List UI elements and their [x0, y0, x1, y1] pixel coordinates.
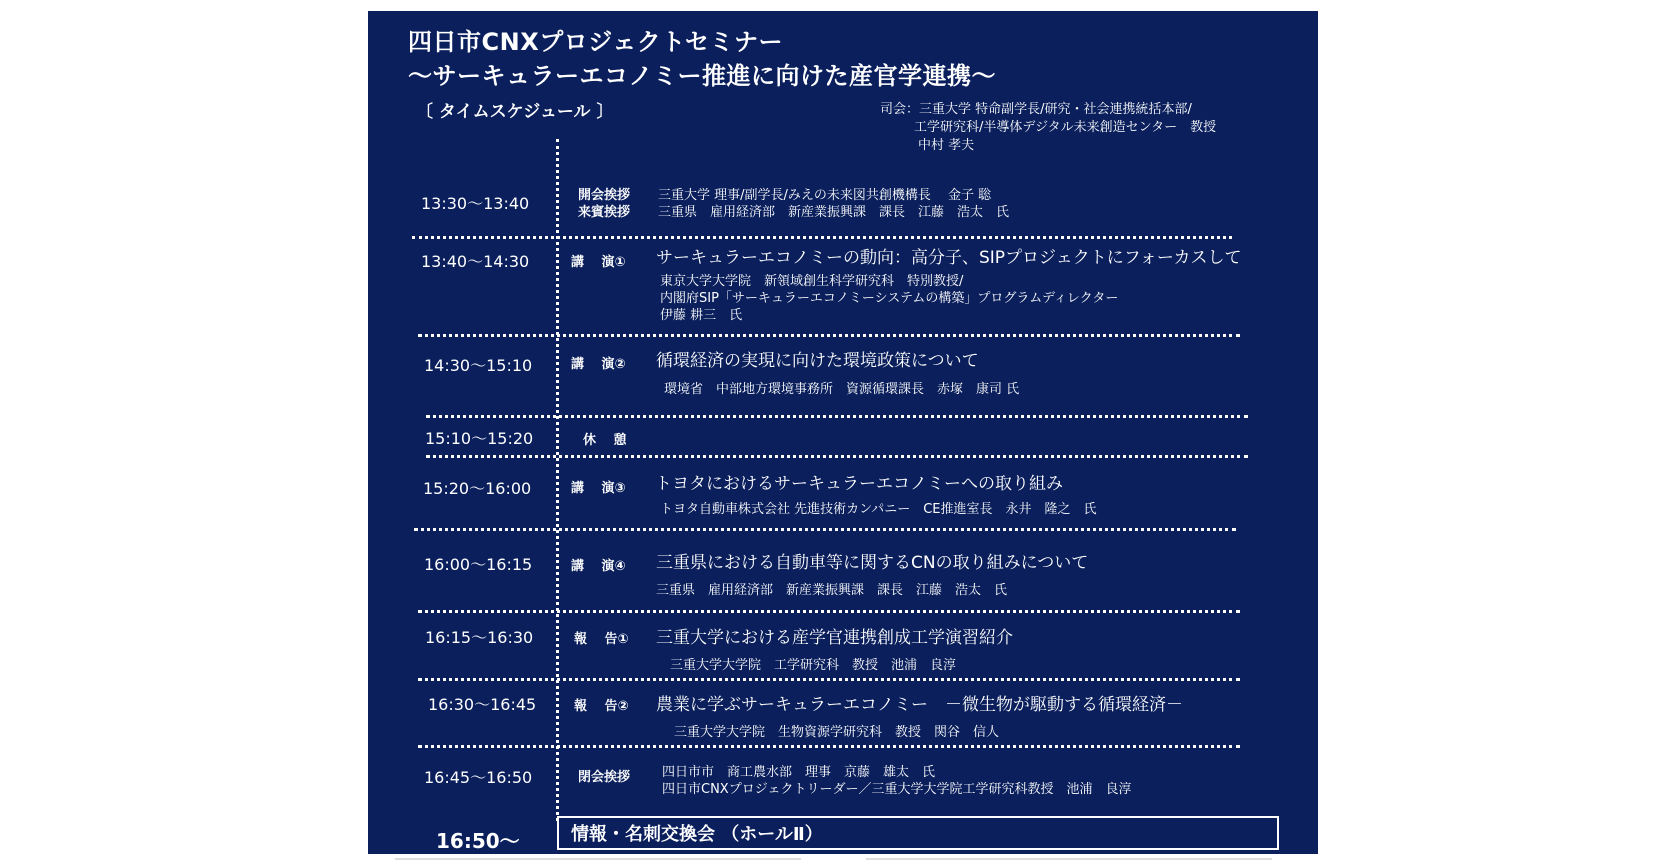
moderator-line-1: 司会：三重大学 特命副学長/研究・社会連携統括本部/ [880, 102, 1192, 117]
row-label: 報 告② [574, 699, 629, 714]
talk-title: トヨタにおけるサーキュラーエコノミーへの取り組み [655, 474, 1063, 494]
label-opening: 開会挨拶 [578, 188, 631, 203]
speaker-line: 環境省 中部地方環境事務所 資源循環課長 赤塚 康司 氏 [664, 382, 1020, 397]
speaker-line: 伊藤 耕三 氏 [660, 308, 743, 323]
talk-title: 三重大学における産学官連携創成工学演習紹介 [656, 628, 1013, 648]
speaker-line: 三重大学 理事/副学長/みえの未来図共創機構長 金子 聡 [658, 188, 992, 203]
row-label: 講 演④ [571, 559, 626, 574]
timeline-divider [556, 139, 559, 821]
talk-title: サーキュラーエコノミーの動向：高分子、SIPプロジェクトにフォーカスして [656, 248, 1242, 268]
talk-title: 農業に学ぶサーキュラーエコノミー －微生物が駆動する循環経済－ [656, 695, 1183, 715]
schedule-panel [368, 11, 1318, 854]
row-separator [418, 745, 1240, 748]
row-separator [418, 610, 1240, 613]
row-time: 16:45～16:50 [424, 768, 533, 787]
row-label: 講 演③ [571, 481, 626, 496]
row-speakers [664, 381, 1019, 398]
row-separator [412, 236, 1232, 239]
networking-time: 16:50～ [436, 829, 520, 853]
speaker-line: 三重県 雇用経済部 新産業振興課 課長 江藤 浩太 氏 [656, 583, 1008, 598]
networking-event-box: 情報・名刺交換会 （ホールⅡ） [557, 816, 1279, 850]
speaker-line: 内閣府SIP「サーキュラーエコノミーシステムの構築」プログラムディレクター [660, 291, 1119, 306]
title-line-2: ～サーキュラーエコノミー推進に向けた産官学連携～ [408, 62, 996, 90]
talk-title: 循環経済の実現に向けた環境政策について [656, 351, 979, 371]
row-time: 13:40～14:30 [421, 252, 530, 271]
moderator-line-3: 中村 孝夫 [918, 138, 975, 153]
title-line-1: 四日市CNXプロジェクトセミナー [408, 28, 784, 56]
talk-title: 三重県における自動車等に関するCNの取り組みについて [656, 553, 1089, 573]
row-time: 14:30～15:10 [424, 356, 533, 375]
row-time: 16:00～16:15 [424, 555, 533, 574]
label-guest: 来賓挨拶 [578, 205, 631, 220]
row-separator [418, 334, 1240, 337]
speaker-line: トヨタ自動車株式会社 先進技術カンパニー CE推進室長 永井 隆之 氏 [660, 502, 1097, 517]
seminar-title [408, 25, 996, 93]
row-time: 16:30～16:45 [428, 695, 537, 714]
row-time: 16:15～16:30 [425, 628, 534, 647]
row-speakers [660, 501, 1097, 518]
moderator-line-2: 工学研究科/半導体デジタル未来創造センター 教授 [914, 120, 1217, 135]
row-separator [426, 415, 1248, 418]
row-time: 15:20～16:00 [423, 479, 532, 498]
row-speakers [674, 724, 999, 741]
row-separator [414, 528, 1236, 531]
row-label [578, 187, 630, 221]
row-time: 13:30～13:40 [421, 194, 530, 213]
row-speakers [670, 657, 956, 674]
row-label: 休 憩 [583, 433, 627, 448]
row-speakers [662, 764, 1131, 798]
page-divider-left [395, 858, 801, 860]
speaker-line: 三重大学大学院 生物資源学研究科 教授 関谷 信人 [674, 725, 1000, 740]
speaker-line: 三重大学大学院 工学研究科 教授 池浦 良淳 [670, 658, 957, 673]
moderator-info [880, 101, 1216, 155]
row-time: 15:10～15:20 [425, 429, 534, 448]
speaker-line: 三重県 雇用経済部 新産業振興課 課長 江藤 浩太 氏 [658, 205, 1010, 220]
speaker-line: 四日市市 商工農水部 理事 京藤 雄太 氏 [662, 765, 936, 780]
row-label: 講 演② [571, 357, 626, 372]
speaker-line: 四日市CNXプロジェクトリーダー／三重大学大学院工学研究科教授 池浦 良淳 [662, 782, 1132, 797]
row-separator [426, 455, 1248, 458]
schedule-heading: 〔 タイムスケジュール 〕 [416, 102, 614, 122]
row-speakers [656, 582, 1007, 599]
page-divider-right [866, 858, 1272, 860]
row-label: 講 演① [571, 255, 626, 270]
speaker-line: 東京大学大学院 新領域創生科学研究科 特別教授/ [660, 274, 964, 289]
row-speakers [658, 187, 1009, 221]
row-label: 報 告① [574, 632, 629, 647]
row-separator [418, 678, 1240, 681]
row-speakers [660, 273, 1118, 324]
row-label: 閉会挨拶 [578, 770, 631, 785]
